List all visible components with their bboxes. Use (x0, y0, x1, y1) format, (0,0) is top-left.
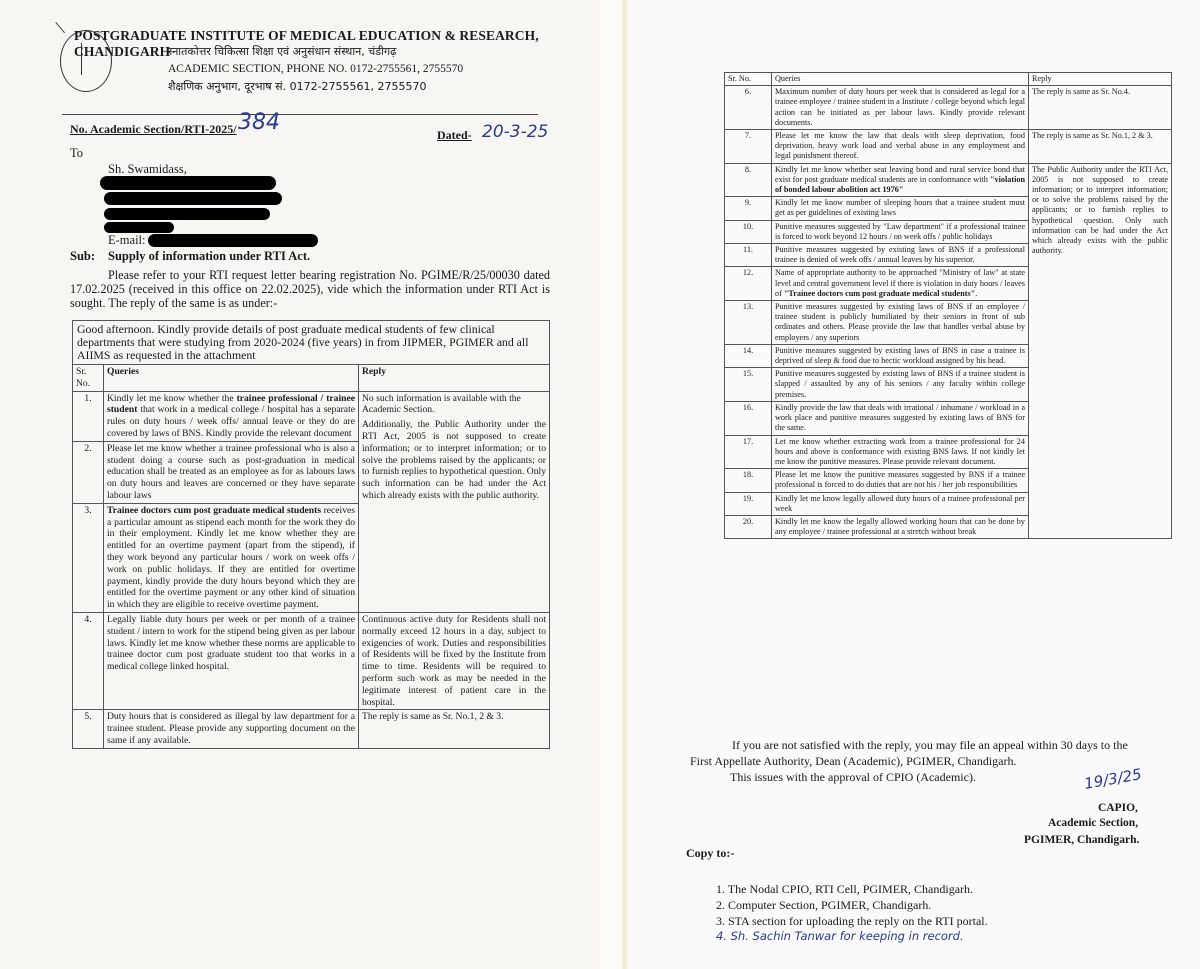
reply-text: The reply is same as Sr. No.1, 2 & 3. (359, 710, 550, 748)
queries-header: Queries (104, 365, 359, 392)
recipient-name: Sh. Swamidass, (108, 162, 187, 176)
sr-no: 5. (73, 710, 104, 748)
approval-line: This issues with the approval of CPIO (Academic). (730, 770, 976, 784)
intro-paragraph: Please refer to your RTI request letter bearing registration No. PGIME/R/25/00030 dated 17.02.2025 (received in this office on 22.02.2025), vide which the information under RTI Act is sought. The reply of the same is as under:- (70, 268, 550, 310)
to-label: To (70, 146, 84, 160)
corner-mark (55, 13, 75, 33)
query-text: Legally liable duty hours per week or per month of a trainee student / intern to work for the stipend being given as per labour laws. Kindly let me know whether these norms are applicable to trainee doctor cum post graduate student too that works in a medical college linked hospital. (104, 612, 359, 709)
redaction-bar (104, 192, 282, 205)
queries-header: Queries (772, 73, 1029, 86)
table-row (725, 86, 1172, 130)
table-row (73, 391, 550, 441)
queries-table-part-2 (724, 72, 1172, 539)
email-label: E-mail: (108, 233, 146, 247)
institute-name: POSTGRADUATE INSTITUTE OF MEDICAL EDUCATION & RESEARCH, CHANDIGARH (74, 28, 539, 59)
query-text: Kindly provide the law that deals with irrational / inhumane / workload in a work place and punitive measures suggested by existing laws of BNS for the same. (772, 401, 1029, 435)
sr-no: 20. (725, 515, 772, 538)
query-text: Let me know whether extracting work from a trainee professional for 24 hours and above is conformance with existing BNS laws. If not kindly let me know the punitive measures. Please provide relevant document. (772, 435, 1029, 469)
reference-number-label: No. Academic Section/RTI-2025/ (70, 122, 237, 136)
sr-no: 3. (73, 503, 104, 612)
reply-header: Reply (359, 365, 550, 392)
signatory-title: CAPIO, (1098, 802, 1138, 814)
sr-no-header: Sr. No. (725, 73, 772, 86)
request-text: Good afternoon. Kindly provide details of post graduate medical students of few clinical departments that were studying from 2020-2024 (five years) in from JIPMER, PGIMER and all AIIMS as requested in the attachment (73, 321, 550, 365)
query-text: Punitive measures suggested by existing laws of BNS if a trainee student is slapped / assaulted by any of his seniors / any faculty within college premises. (772, 368, 1029, 402)
reference-number-handwritten: 384 (238, 110, 280, 135)
reply-header: Reply (1029, 73, 1172, 86)
redaction-bar (104, 222, 174, 233)
section-phone-hindi: शैक्षणिक अनुभाग, दूरभाष सं. 0172-2755561, 2755570 (168, 80, 427, 93)
sr-no: 1. (73, 391, 104, 441)
query-text: Please let me know whether a trainee professional who is also a student doing a course such as post-graduation in medical education shall be treated as an employee as for as labours laws on duty hours and leaves are concerned or they have separate labour laws (104, 441, 359, 503)
sr-no: 16. (725, 401, 772, 435)
institute-name-hindi: स्नातकोत्तर चिकित्सा शिक्षा एवं अनुसंधान संस्थान, चंडीगढ़ (168, 45, 397, 58)
sr-no-header: Sr. No. (73, 365, 104, 392)
sr-no: 9. (725, 197, 772, 220)
appeal-paragraph: If you are not satisfied with the reply, you may file an appeal within 30 days to the First Appellate Authority, Dean (Academic), PGIMER, Chandigarh. (690, 738, 1128, 768)
signature-date-handwritten: 19/3/25 (1082, 765, 1143, 793)
sr-no: 6. (725, 86, 772, 130)
query-text: Punitive measures suggested by existing laws of BNS in case a trainee is deprived of sleep & food due to hectic workload assigned by his head. (772, 344, 1029, 367)
sr-no: 7. (725, 130, 772, 164)
query-text: Punitive measures suggested by existing laws of BNS if an employee / trainee student is publicly humiliated by their seniors in front of sub ordinates and others. Please provide the law that handles verbal abuse by employers / any superiors (772, 301, 1029, 345)
copy-to-handwritten-item: 4. Sh. Sachin Tanwar for keeping in record. (716, 929, 964, 943)
query-text: Please let me know the law that deals with sleep deprivation, food deprivation, heavy work load and verbal abuse in any employment and legal punishment thereof. (772, 130, 1029, 164)
sr-no: 12. (725, 267, 772, 301)
reply-text: Continuous active duty for Residents shall not normally exceed 12 hours in a day, subject to exigencies of work. Duties and responsibilities of Residents will be fixed by the Institute from time to time. Residents will be required to perform such work as may be needed in the legitimate interest of patient care in the hospital. (359, 612, 550, 709)
query-text: Kindly let me know the legally allowed working hours that can be done by any employee / trainee professional at a stretch without break (772, 515, 1029, 538)
letter-page-2 (632, 0, 1200, 969)
query-text: Kindly let me know whether seat leaving bond and rural service bond that exist for post graduate medical students are in conformance with "violation of bonded labour abolition act 1976" (772, 163, 1029, 197)
query-text: Kindly let me know number of sleeping hours that a trainee student must get as per guidelines of existing laws (772, 197, 1029, 220)
reply-text: No such information is available with the Academic Section. Additionally, the Public Authority under the RTI Act, 2005 is not supposed to create information; or to interpret information; or to solve the problems raised by the applicants; or to furnish replies to hypothetical question. Only such information can be had under the Act which already exists with the public authority. (359, 391, 550, 612)
redaction-bar (104, 208, 270, 220)
copy-to-item: 2. Computer Section, PGIMER, Chandigarh. (716, 898, 932, 912)
signatory-section: Academic Section, (1048, 817, 1139, 829)
sr-no: 10. (725, 220, 772, 243)
sr-no: 18. (725, 469, 772, 492)
copy-to-item: 3. STA section for uploading the reply on the RTI portal. (716, 914, 988, 928)
section-phone: ACADEMIC SECTION, PHONE NO. 0172-2755561, 2755570 (168, 63, 464, 75)
table-row (73, 710, 550, 748)
header-divider (62, 114, 538, 115)
query-text: Trainee doctors cum post graduate medical students receives a particular amount as stipend each month for the work they do in their employment. Kindly let me know whether they are entitled for an overtime payment (apart from the stipend), if they work beyond any particular hours / work on week offs / work on public holidays. If they are entitled for overtime payment, kindly provide the duty hours beyond which they are entitled for the overtime payment or any other kind of situation in which they are eligible to receive overtime payment. (104, 503, 359, 612)
query-text: Kindly let me know legally allowed duty hours of a trainee professional per week (772, 492, 1029, 515)
query-text: Duty hours that is considered as illegal by law department for a trainee student. Please provide any supporting document on the same if any available. (104, 710, 359, 748)
sr-no: 4. (73, 612, 104, 709)
reply-text: The reply is same as Sr. No.1, 2 & 3. (1029, 130, 1172, 164)
sr-no: 2. (73, 441, 104, 503)
page-fold-shadow (622, 0, 628, 969)
reply-text: The Public Authority under the RTI Act, 2005 is not supposed to create information; or to interpret information; or to solve the problems raised by the applicants; or to furnish replies to hypothetical question. Only such information can be had under the Act which already exists with the public authority. (1029, 163, 1172, 539)
sr-no: 17. (725, 435, 772, 469)
query-text: Punitive measures suggested by existing laws of BNS if a professional trainee is denied of week offs / annual leaves by his superior. (772, 244, 1029, 267)
queries-table-part-1 (72, 320, 550, 749)
dated-handwritten: 20-3-25 (482, 122, 549, 142)
sr-no: 11. (725, 244, 772, 267)
table-row (725, 130, 1172, 164)
redaction-bar (100, 176, 276, 190)
sr-no: 14. (725, 344, 772, 367)
query-text: Please let me know the punitive measures suggested by BNS if a trainee professional is forced to do duties that are not his / her job responsibilities (772, 469, 1029, 492)
subject-text: Supply of information under RTI Act. (108, 249, 311, 263)
subject-label: Sub: (70, 249, 96, 263)
sr-no: 19. (725, 492, 772, 515)
table-row (725, 163, 1172, 197)
redaction-bar (148, 234, 318, 247)
table-row (73, 612, 550, 709)
reply-text: The reply is same as Sr. No.4. (1029, 86, 1172, 130)
sr-no: 8. (725, 163, 772, 197)
query-text: Kindly let me know whether the trainee professional / trainee student that work in a medical college / hospital has a separate rules on duty hours / week offs/ annual leave or they do are covered by laws of BNS. Kindly provide the relevant document (104, 391, 359, 441)
sr-no: 15. (725, 368, 772, 402)
query-text: Name of appropriate authority to be approached "Ministry of law" at state level and central government level if there is violation in duty hours / leaves of "Trainee doctors cum post graduate medical students". (772, 267, 1029, 301)
signatory-org: PGIMER, Chandigarh. (1024, 834, 1140, 846)
sr-no: 13. (725, 301, 772, 345)
copy-to-label: Copy to:- (686, 846, 735, 860)
query-text: Maximum number of duty hours per week that is considered as legal for a trainee employee / trainee student in a Institute / college beyond which legal action can be initiated as per labour laws. Kindly provide relevant documents. (772, 86, 1029, 130)
dated-label: Dated- (437, 128, 472, 142)
query-text: Punitive measures suggested by "Law department" if a professional trainee is forced to work beyond 12 hours / on week offs / public holidays (772, 220, 1029, 243)
copy-to-item: 1. The Nodal CPIO, RTI Cell, PGIMER, Chandigarh. (716, 882, 974, 896)
